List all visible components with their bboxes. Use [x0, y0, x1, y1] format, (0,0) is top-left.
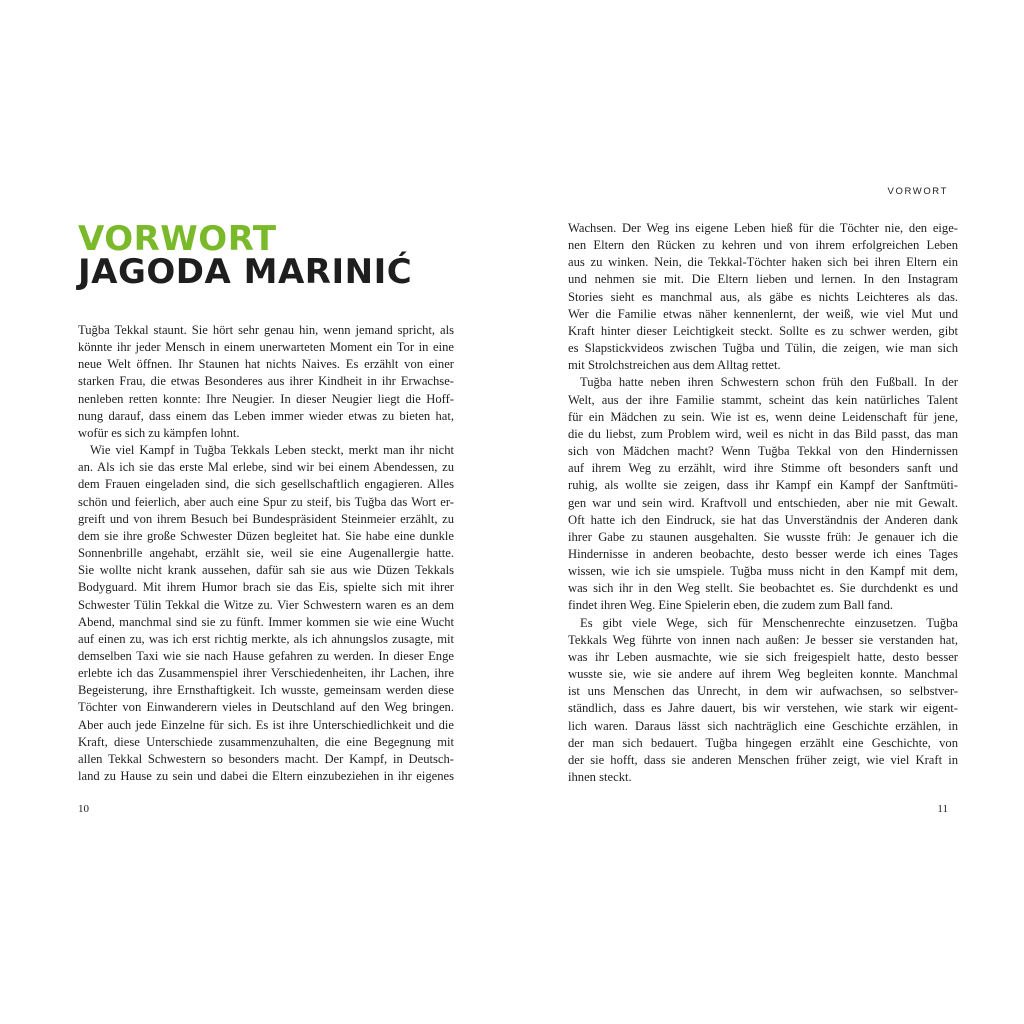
text-line: ist uns Menschen das Unrecht, in dem wir aufwachsen, so selbstver- [568, 684, 958, 699]
text-line: die du liebst, zum Problem wird, weil es nicht in das Bild passt, das man [568, 426, 958, 441]
text-line: nen Eltern den Rücken zu kehren und von ihrem erfolgreichen Leben [568, 238, 958, 253]
text-line: dem sie ihre große Schwester Düzen begleitet hat. Sie habe eine dunkle [78, 528, 454, 543]
text-line: ruhig, als wollte sie zeigen, dass ihr Kampf ein Kampf der Sanftmüti- [568, 478, 958, 493]
text-line: Schwester Tülin Tekkal die Witze zu. Vier Schwestern waren es an dem [78, 597, 454, 612]
running-head: VORWORT [887, 186, 948, 197]
text-line: ihrer Gabe zu staunen ausgehalten. Sie wusste früh: Je genauer ich die [568, 529, 958, 544]
text-line: demselben Taxi wie sie nach Hause gefahren zu werden. In dieser Enge [78, 648, 454, 663]
text-line: der sie hofft, dass sie anderen Menschen früher zeigt, wie viel Kraft in [568, 752, 958, 767]
text-line: greift und von ihrem Besuch bei Bundespräsident Steinmeier erzählt, zu [78, 511, 454, 526]
text-line: an. Als ich sie das erste Mal erlebe, sind wir bei einem Abendessen, zu [78, 460, 454, 475]
text-line: Aber auch jede Einzelne für sich. Es ist ihre Unterschiedlichkeit und die [78, 717, 454, 732]
text-line: Kraft, diese Unterschiede zusammenzuhalten, die eine Begegnung mit [78, 734, 454, 749]
text-line: findet ihren Weg. Eine Spielerin eben, die zudem zum Ball fand. [568, 598, 894, 613]
text-line: ihnen steckt. [568, 770, 632, 784]
text-line: Sonnenbrille angehabt, erzählt sie, weil sie eine Augenallergie hatte. [78, 546, 454, 561]
text-line: Töchter von Einwanderern vieles in Deutschland auf den Weg bringen. [78, 700, 454, 715]
page-number-left: 10 [78, 803, 89, 815]
text-line: starken Frau, die etwas Besonderes aus ihrer Kindheit in ihr Erwachse- [78, 374, 454, 389]
text-line: nenleben retten konnte: Ihre Neugier. In dieser Neugier liegt die Hoff- [78, 391, 454, 406]
text-line: Bodyguard. Mit ihrem Humor brach sie das Eis, spielte sich mit ihrer [78, 580, 454, 595]
text-line: schön und feierlich, aber auch eine Spur zu steif, bis Tuğba das Wort er- [78, 494, 454, 509]
text-line: wusste sie, wie sie andere auf ihrem Weg begleiten konnte. Manchmal [568, 667, 958, 682]
text-line: lich waren. Daraus lässt sich nachträglich eine Geschichte erzählen, in [568, 718, 958, 733]
text-line: land zu Hause zu sein und dabei die Eltern einzubeziehen in ihr eigenes [78, 769, 454, 784]
text-line: sich von Mädchen macht? Wenn Tuğba Tekkal von den Hindernissen [568, 444, 958, 459]
text-line: gen war und sein wird. Kraftvoll und entschieden, aber nie mit Gewalt. [568, 495, 958, 510]
text-line: für ein Mädchen zu sein. Wie ist es, wenn deine Leidenschaft für jene, [568, 409, 958, 424]
text-line: nung darauf, dass einem das Leben immer wieder etwas zu bieten hat, [78, 408, 454, 423]
chapter-title-vorwort: VORWORT [78, 219, 277, 259]
text-line: wissen, wie ich sie umspiele. Tuğba muss nicht in den Kampf mit dem, [568, 564, 958, 579]
text-line: Tuğba hatte neben ihren Schwestern schon früh den Fußball. In der [580, 375, 958, 390]
text-line: Begeisterung, ihre Ernsthaftigkeit. Ich wusste, gemeinsam werden diese [78, 683, 454, 698]
text-line: Hindernisse in anderen beobachte, desto besser werde ich eines Tages [568, 546, 958, 561]
text-line: ständlich, dass es Jahre dauert, bis wir verstehen, wie stark wir eigent- [568, 701, 958, 716]
text-line: Kraft hinter dieser Leichtigkeit steckt. Sollte es zu schwer werden, gibt [568, 323, 958, 338]
chapter-author-name: JAGODA MARINIĆ [78, 252, 413, 292]
text-line: könnte ihr jeder Mensch in einem unerwarteten Moment ein Tor in eine [78, 340, 454, 355]
text-line: aus zu winken. Nein, die Tekkal-Töchter haken sich bei ihren Eltern ein [568, 255, 958, 270]
text-line: Tekkals Weg führte von innen nach außen: Je besser sie verstanden hat, [568, 632, 958, 647]
text-line: und nehmen sie mit. Die Eltern lieben und lernen. In den Instagram [568, 272, 958, 287]
text-line: Welt, aus der ihre Familie stammt, scheint das kein natürliches Talent [568, 392, 958, 407]
left-page-body [78, 322, 454, 785]
text-line: Stories sieht es manchmal aus, als gäbe es nichts Leichteres als das. [568, 289, 958, 304]
text-line: Wer die Familie etwas näher kennenlernt, der weiß, wie viel Mut und [568, 306, 958, 321]
text-line: auf einen zu, was ich erst richtig merkte, als ich ahnungslos zusagte, mit [78, 631, 454, 646]
text-line: Wachsen. Der Weg ins eigene Leben hieß für die Töchter nie, den eige- [568, 221, 958, 235]
text-line: Tuğba Tekkal staunt. Sie hört sehr genau hin, wenn jemand spricht, als [78, 323, 454, 337]
right-page-body [568, 220, 958, 786]
text-line: wofür es sich zu kämpfen lohnt. [78, 425, 240, 440]
text-line: Es gibt viele Wege, sich für Menschenrechte einzusetzen. Tuğba [580, 615, 958, 630]
text-line: der man sich bedauert. Tuğba hingegen erzählt eine Geschichte, von [568, 735, 958, 750]
text-line: Sie wollte nicht krank aussehen, dafür sah sie aus wie Düzen Tekkals [78, 563, 454, 578]
text-line: auf ihrem Weg zu erzählt, wird ihre Stimme oft besonders sanft und [568, 461, 958, 476]
page-number-right: 11 [937, 803, 948, 815]
text-line: Wie viel Kampf in Tuğba Tekkals Leben steckt, merkt man ihr nicht [90, 443, 454, 458]
right-page [512, 0, 1024, 1024]
text-line: allen Tekkal Schwestern so besonders macht. Der Kampf, in Deutsch- [78, 751, 454, 766]
text-line: was sich ihr in den Weg stellt. Sie beobachtet es. Sie durchdenkt es und [568, 581, 958, 596]
text-line: mit Strolchstreichen aus dem Alltag rettet. [568, 358, 781, 373]
text-line: neue Welt öffnen. Ihr Staunen hat nichts Naives. Es erzählt von einer [78, 357, 454, 372]
text-line: erlebte ich das Zusammenspiel ihrer Verschiedenheiten, ihr Lachen, ihre [78, 666, 454, 681]
text-line: dem Frauen eingeladen sind, die sich gesellschaftlich engagieren. Alles [78, 477, 454, 492]
text-line: was ihr Leben ausmachte, wie sie sich freigespielt hatte, desto besser [568, 649, 958, 664]
text-line: Oft hatte ich den Eindruck, sie hat das Unverständnis der Anderen dank [568, 512, 958, 527]
text-line: es Slapstickvideos zwischen Tuğba und Tülin, die zeigen, wie man sich [568, 341, 958, 356]
text-line: Abend, manchmal sind sie zu fünft. Immer kommen sie wie eine Wucht [78, 614, 454, 629]
